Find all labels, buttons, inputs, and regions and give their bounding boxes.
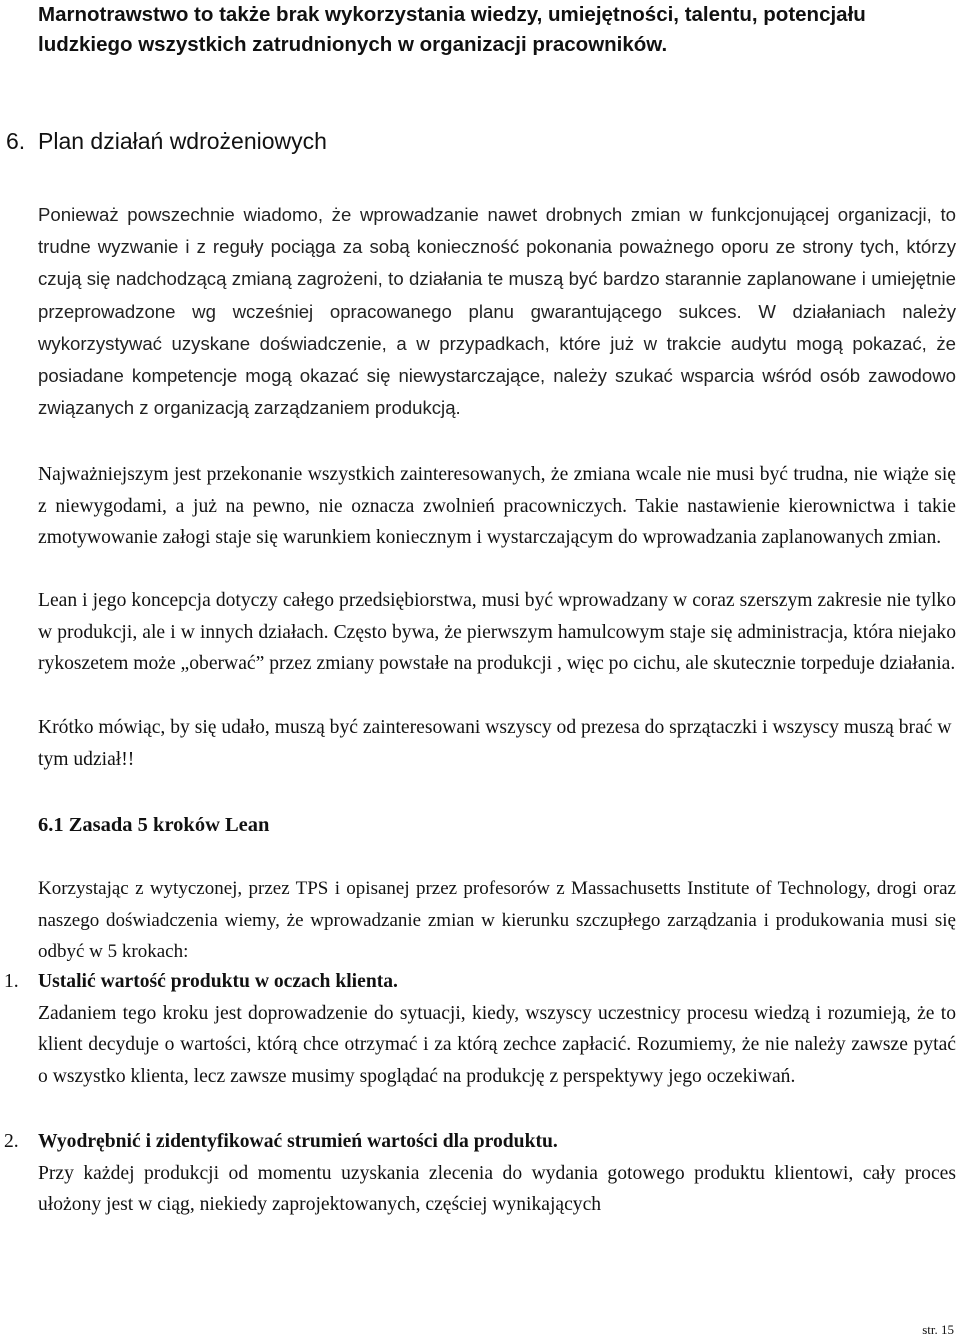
step-number: 1. xyxy=(4,971,19,992)
section-number: 6. xyxy=(6,128,26,154)
step-title: Ustalić wartość produktu w oczach klienta. xyxy=(38,971,398,992)
paragraph-4: Krótko mówiąc, by się udało, muszą być zainteresowani wszyscy od prezesa do sprzątaczki i wszyscy muszą brać w tym udział!! xyxy=(38,717,952,770)
step-number: 2. xyxy=(4,1131,19,1152)
step-title: Wyodrębnić i zidentyfikować strumień wartości dla produktu. xyxy=(38,1131,558,1152)
paragraph-3: Lean i jego koncepcja dotyczy całego przedsiębiorstwa, musi być wprowadzany w coraz szerszym zakresie nie tylko w produkcji, ale i w innych działach. Często bywa, że pierwszym hamulcowym staje się administracja, która niejako rykoszetem może „oberwać” przez zmiany powstałe na produkcji , więc po cichu, ale skutecznie torpeduje działania. xyxy=(38,590,956,674)
paragraph-2: Najważniejszym jest przekonanie wszystkich zainteresowanych, że zmiana wcale nie musi być trudna, nie wiąże się z niewygodami, a już na pewno, nie oznacza zwolnień pracowniczych. Takie nastawienie kierownictwa i takie zmotywowanie załogi staje się warunkiem koniecznym i wystarczającym do wprowadzania zaplanowanych zmian. xyxy=(38,464,956,548)
section-title: Plan działań wdrożeniowych xyxy=(38,128,327,154)
intro-bold-paragraph: Marnotrawstwo to także brak wykorzystania wiedzy, umiejętności, talentu, potencjału ludzkiego wszystkich zatrudnionych w organizacji pracowników. xyxy=(38,3,866,56)
subsection-title: 6.1 Zasada 5 kroków Lean xyxy=(38,814,270,836)
step-body: Zadaniem tego kroku jest doprowadzenie do sytuacji, kiedy, wszyscy uczestnicy procesu wiedzą i rozumieją, że to klient decyduje o wartości, którą chce otrzymać i za którą zechce zapłacić. Rozumiemy, że nie należy zawsze pytać o wszystko klienta, lecz zawsze musimy spoglądać na produkcję z perspektywy jego oczekiwań. xyxy=(38,1002,956,1087)
subsection-intro: Korzystając z wytyczonej, przez TPS i opisanej przez profesorów z Massachusetts Institute of Technology, drogi oraz naszego doświadczenia wiemy, że wprowadzanie zmian w kierunku szczupłego zarządzania i produkowania musi się odbyć w 5 krokach: xyxy=(38,878,956,962)
paragraph-1: Ponieważ powszechnie wiadomo, że wprowadzanie nawet drobnych zmian w funkcjonującej organizacji, to trudne wyzwanie i z reguły pociąga za sobą konieczność pokonania poważnego oporu ze strony tych, którzy czują się nadchodzącą zmianą zagrożeni, to działania te muszą być bardzo starannie zaplanowane i umiejętnie przeprowadzone wg wcześniej opracowanego planu gwarantującego sukces. W działaniach należy wykorzystywać uzyskane doświadczenie, a w przypadkach, które już w trakcie audytu mogą pokazać, że posiadane kompetencje mogą okazać się niewystarczające, należy szukać wsparcia wśród osób zawodowo związanych z organizacją zarządzaniem produkcją. xyxy=(38,204,956,419)
page-number: str. 15 xyxy=(922,1322,954,1337)
step-body: Przy każdej produkcji od momentu uzyskania zlecenia do wydania gotowego produktu klientowi, cały proces ułożony jest w ciąg, niekiedy zaprojektowanych, częściej wynikających xyxy=(38,1162,956,1215)
